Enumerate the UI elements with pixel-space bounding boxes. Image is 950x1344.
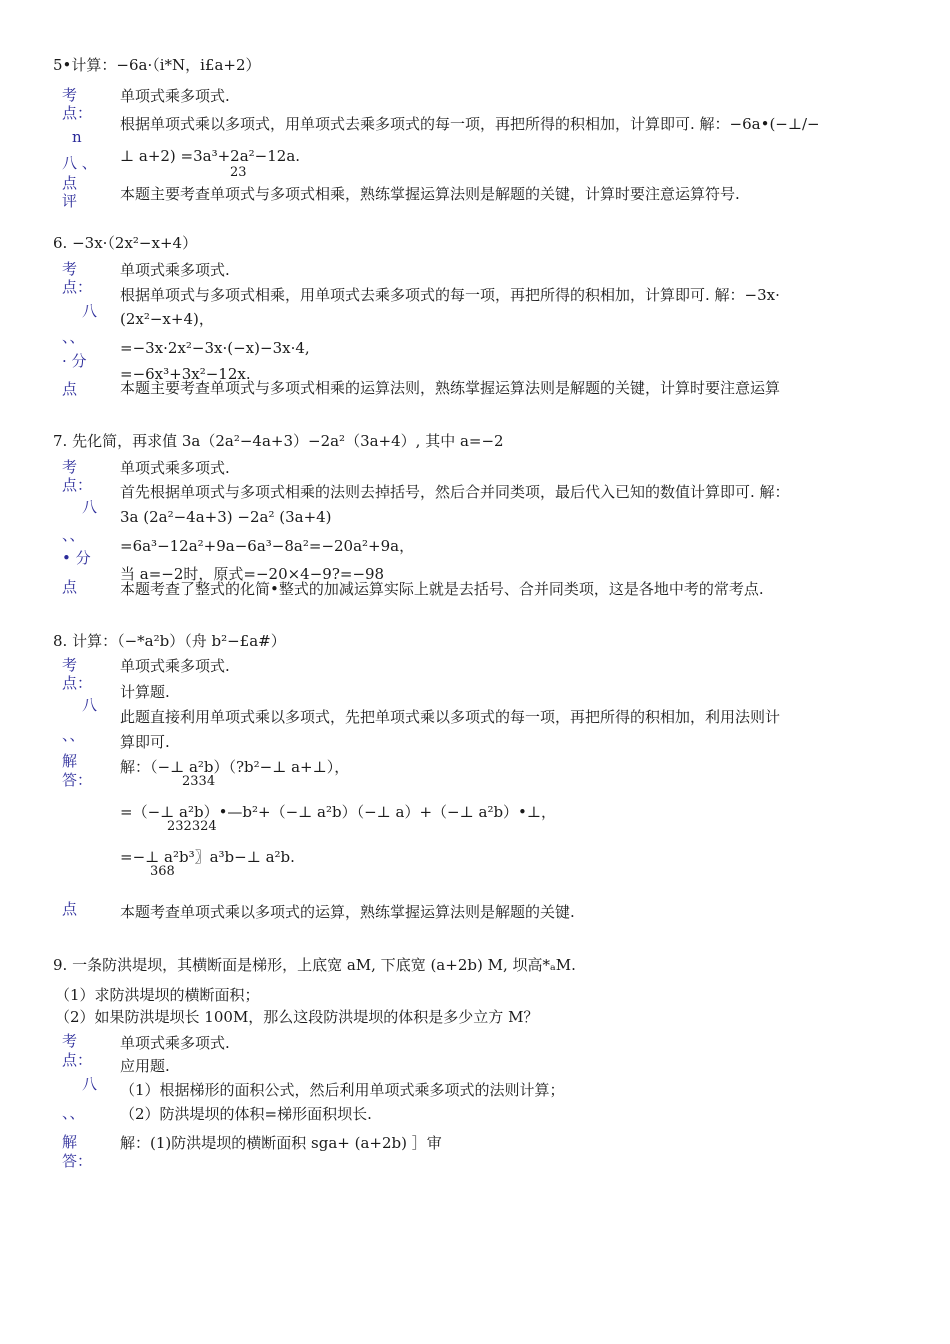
q6-side-label: 点 <box>62 380 78 398</box>
q6-side-label: 点： <box>62 278 93 296</box>
q8-line: 368 <box>150 864 175 879</box>
q6-line: (2x²−x+4)， <box>120 310 214 328</box>
q5-line: 单项式乘多项式. <box>120 87 230 105</box>
q6-line: =−3x·2x²−3x·(−x)−3x·4, <box>120 339 310 357</box>
q9-line: 解：(1)防洪堤坝的横断面积 sga+ (a+2b) ］审 <box>120 1134 442 1152</box>
q8-side-label: 答： <box>62 771 93 789</box>
q7-side-label: • 分 <box>62 549 91 567</box>
q9-side-label: 考 <box>62 1032 78 1050</box>
q5-side-label: 点 <box>62 174 78 192</box>
q8-line: =−⊥ a²b³〗a³b−⊥ a²b. <box>120 848 295 866</box>
q8-side-label: 考 <box>62 656 78 674</box>
q7-line: 首先根据单项式与多项式相乘的法则去掉括号，然后合并同类项，最后代入已知的数值计算即可. 解： <box>120 483 790 501</box>
q8-line: 本题考查单项式乘以多项式的运算，熟练掌握运算法则是解题的关键. <box>120 903 575 921</box>
q6-side-label: 八 <box>82 302 98 320</box>
q6-side-label: · 分 <box>62 352 87 370</box>
q5-side-label: 点： <box>62 104 93 122</box>
q9-line: 单项式乘多项式. <box>120 1034 230 1052</box>
q9-line: （2）防洪堤坝的体积=梯形面积坝长. <box>120 1105 372 1123</box>
q7-side-label: 点： <box>62 476 93 494</box>
q6-line: 根据单项式与多项式相乘，用单项式去乘多项式的每一项，再把所得的积相加，计算即可. 解：−3x· <box>120 286 780 304</box>
q8-title: 8. 计算：（−*a²b）（舟 b²−£a#） <box>53 632 286 650</box>
q7-side-label: 八 <box>82 498 98 516</box>
q9-part: （2）如果防洪堤坝长 100M，那么这段防洪堤坝的体积是多少立方 M？ <box>55 1008 539 1026</box>
q8-side-label: 点： <box>62 674 93 692</box>
q6-line: =−6x³+3x²−12x. <box>120 365 251 383</box>
q9-line: （1）根据梯形的面积公式，然后利用单项式乘多项式的法则计算； <box>120 1081 565 1099</box>
q6-side-label: 、、 <box>62 328 85 346</box>
q8-side-label: 点 <box>62 900 78 918</box>
q5-line: 本题主要考查单项式与多项式相乘，熟练掌握运算法则是解题的关键，计算时要注意运算符号. <box>120 185 740 203</box>
q9-side-label: 点： <box>62 1051 93 1069</box>
q9-line: 应用题. <box>120 1057 170 1075</box>
q5-side-label: 评 <box>62 192 78 210</box>
q9-side-label: 八 <box>82 1075 98 1093</box>
q9-side-label: 答： <box>62 1152 93 1170</box>
q6-line: 单项式乘多项式. <box>120 261 230 279</box>
q6-line: 本题主要考查单项式与多项式相乘的运算法则，熟练掌握运算法则是解题的关键，计算时要注意运算 <box>120 379 781 397</box>
q7-line: 本题考查了整式的化简•整式的加减运算实际上就是去括号、合并同类项，这是各地中考的常考点. <box>120 580 764 598</box>
q8-side-label: 八 <box>82 696 98 714</box>
q5-title: 5•计算：−6a·（i*N，i£a+2） <box>53 56 261 74</box>
q6-title: 6. −3x·（2x²−x+4） <box>53 234 198 252</box>
q8-line: 232324 <box>167 819 217 834</box>
q9-part: （1）求防洪堤坝的横断面积； <box>55 986 260 1004</box>
q6-side-label: 考 <box>62 260 78 278</box>
q7-line: 当 a=−2时，原式=−20×4−9?=−98 <box>120 565 385 583</box>
q8-side-label: 解 <box>62 752 78 770</box>
q8-line: 此题直接利用单项式乘以多项式，先把单项式乘以多项式的每一项，再把所得的积相加，利用法则计 <box>120 708 781 726</box>
q7-side-label: 考 <box>62 458 78 476</box>
q9-side-label: 解 <box>62 1133 78 1151</box>
q5-side-label: n <box>72 128 82 146</box>
q7-side-label: 、、 <box>62 526 85 544</box>
q7-side-label: 点 <box>62 578 78 596</box>
q7-title: 7. 先化简，再求值 3a（2a²−4a+3）−2a²（3a+4）, 其中 a=−2 <box>53 432 504 450</box>
q8-line: 单项式乘多项式. <box>120 657 230 675</box>
q8-line: 计算题. <box>120 683 170 701</box>
q9-side-label: 、、 <box>62 1104 85 1122</box>
q5-line: ⊥ a+2) =3a³+2a²−12a. <box>120 147 301 165</box>
q7-line: 3a (2a²−4a+3) −2a² (3a+4) <box>120 508 332 526</box>
q8-side-label: 、、 <box>62 726 85 744</box>
q8-line: 算即可. <box>120 733 170 751</box>
q7-line: 单项式乘多项式. <box>120 459 230 477</box>
q7-line: =6a³−12a²+9a−6a³−8a²=−20a²+9a， <box>120 537 415 555</box>
q8-line: 解：（−⊥ a²b）（?b²−⊥ a+⊥）， <box>120 758 350 776</box>
q8-line: 2334 <box>182 774 216 789</box>
q9-title: 9. 一条防洪堤坝，其横断面是梯形，上底宽 aM, 下底宽 (a+2b) M, 坝高*ₐM. <box>53 956 576 974</box>
q5-line: 23 <box>230 165 247 180</box>
q5-line: 根据单项式乘以多项式，用单项式去乘多项式的每一项，再把所得的积相加，计算即可. 解：−6a•(−⊥/− <box>120 115 820 133</box>
q5-side-label: 考 <box>62 86 78 104</box>
q5-side-label: 八 、 <box>62 154 97 172</box>
q8-line: =（−⊥ a²b）•—b²+（−⊥ a²b）（−⊥ a）+（−⊥ a²b）•⊥， <box>120 803 557 821</box>
